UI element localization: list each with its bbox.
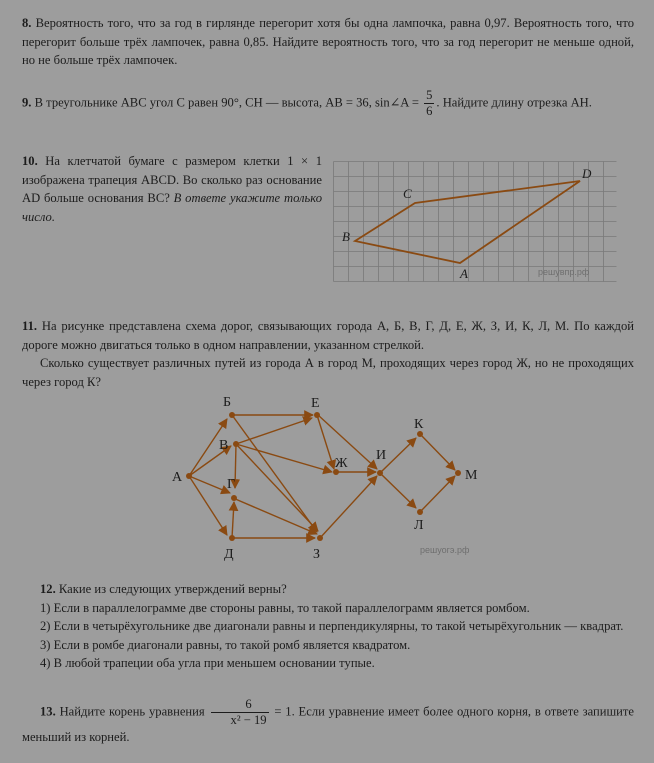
problem-10 xyxy=(22,152,322,226)
problem-number: 10. xyxy=(22,154,38,168)
trapezoid-abcd xyxy=(355,181,580,263)
fraction-numerator: 6 xyxy=(211,697,269,713)
node-zh: Ж xyxy=(335,456,348,471)
fraction xyxy=(424,88,434,119)
problem-number: 9. xyxy=(22,95,32,110)
watermark: решувпр.рф xyxy=(538,267,590,277)
problem-number: 12. xyxy=(40,582,56,596)
problem-question: Сколько существует различных путей из города А в город М, проходящих через город Ж, но не проходящих через город К? xyxy=(22,356,634,389)
node-v: В xyxy=(219,438,229,453)
problem-text-end: . Найдите длину отрезка AH. xyxy=(436,95,592,110)
problem-number: 11. xyxy=(22,319,38,333)
problem-text: Найдите корень уравнения xyxy=(59,704,205,719)
problem-8 xyxy=(22,14,634,70)
grid-trapezoid-figure xyxy=(333,161,617,285)
node-l: Л xyxy=(414,518,424,533)
node-i: И xyxy=(376,448,387,463)
watermark: решуогэ.рф xyxy=(420,545,470,555)
problem-9 xyxy=(22,88,634,119)
vertex-label-c: C xyxy=(403,186,412,201)
problem-text-end: = 1. Если уравнение имеет более одного корня, в ответе запишите меньший из корней. xyxy=(22,704,635,744)
statement-item: 1) Если в параллелограмме две стороны равны, то такой параллелограмм является ромбом. xyxy=(40,600,530,615)
problem-question: Какие из следующих утверждений верны? xyxy=(58,582,287,596)
problem-number: 13. xyxy=(40,704,56,719)
road-graph-figure xyxy=(160,390,500,570)
problem-text: На клетчатой бумаге с размером клетки 1 × 1 изображена трапеция ABCD. Во сколько раз основание AD больше основания BC? xyxy=(22,154,322,205)
problem-number: 8. xyxy=(22,16,32,30)
problem-11 xyxy=(22,317,634,391)
answer-hint: В ответе укажите только число. xyxy=(22,191,322,224)
node-d: Д xyxy=(224,547,234,562)
grid xyxy=(334,162,617,282)
problem-12 xyxy=(22,580,634,673)
vertex-label-b: B xyxy=(342,229,350,244)
node-k: К xyxy=(414,417,424,432)
node-m: М xyxy=(465,468,478,483)
problem-13 xyxy=(22,697,634,747)
fraction xyxy=(211,697,269,728)
problem-text: Вероятность того, что за год в гирлянде перегорит хотя бы одна лампочка, равна 0,97. Вероятность того, что перегорит больше трёх лампочек, равна 0,85. Найдите вероятность того, что за год перегорит не меньше одной, но не больше трёх лампочек. xyxy=(22,16,634,67)
fraction-denominator: x² − 19 xyxy=(230,713,267,727)
node-b: Б xyxy=(223,395,232,410)
node-e: Е xyxy=(311,396,320,411)
statement-item: 2) Если в четырёхугольнике две диагонали равны и перпендикулярны, то такой четырёхугольник — квадрат. xyxy=(40,619,624,633)
statement-item: 3) Если в ромбе диагонали равны, то такой ромб является квадратом. xyxy=(40,637,411,652)
problem-text: В треугольнике ABC угол C равен 90°, CH — высота, AB = 36, sin∠A = xyxy=(34,95,419,110)
node-g: Г xyxy=(227,477,236,492)
statement-item: 4) В любой трапеции оба угла при меньшем основании тупые. xyxy=(40,656,375,670)
fraction-denominator: 6 xyxy=(426,104,433,118)
problem-text: На рисунке представлена схема дорог, связывающих города А, Б, В, Г, Д, Е, Ж, З, И, К, Л, М. По каждой дороге можно двигаться только в одном направлении, указанном стрелкой. xyxy=(22,319,634,352)
node-a: А xyxy=(172,470,183,485)
node-z: З xyxy=(313,547,321,562)
vertex-label-a: A xyxy=(460,266,468,281)
fraction-numerator: 5 xyxy=(426,88,433,102)
vertex-label-d: D xyxy=(582,166,592,181)
